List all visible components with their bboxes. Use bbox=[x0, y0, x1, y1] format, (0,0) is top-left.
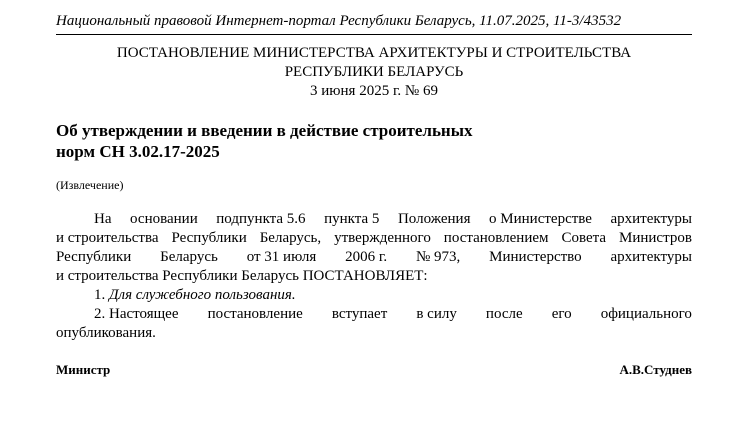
item-2-line-1: 2. Настоящее постановление вступает в силу после его официального bbox=[94, 306, 692, 322]
issuer-block bbox=[56, 44, 692, 101]
document-body bbox=[56, 210, 692, 343]
extract-note: (Извлечение) bbox=[56, 178, 124, 192]
signature-block bbox=[56, 362, 692, 378]
item-1-text: Для служебного пользования. bbox=[109, 287, 296, 303]
title-line-2: норм СН 3.02.17-2025 bbox=[56, 142, 220, 161]
paragraph-1-line-1: На основании подпункта 5.6 пункта 5 Положения о Министерстве архитектуры bbox=[94, 211, 692, 227]
issuer-line-2: РЕСПУБЛИКИ БЕЛАРУСЬ bbox=[284, 64, 464, 80]
item-1 bbox=[56, 286, 692, 305]
signatory-name: А.В.Студнев bbox=[619, 362, 692, 377]
issuer-line-1: ПОСТАНОВЛЕНИЕ МИНИСТЕРСТВА АРХИТЕКТУРЫ И СТРОИТЕЛЬСТВА bbox=[116, 45, 632, 61]
item-1-number: 1. bbox=[94, 287, 106, 303]
document-title bbox=[56, 120, 576, 162]
issuer-date-number: 3 июня 2025 г. № 69 bbox=[310, 83, 438, 99]
header-divider bbox=[56, 34, 692, 35]
paragraph-1-line-2: и строительства Республики Беларусь, утвержденного постановлением Совета Министров bbox=[56, 230, 692, 246]
signatory-position: Министр bbox=[56, 362, 111, 377]
portal-header: Национальный правовой Интернет-портал Республики Беларусь, 11.07.2025, 11-3/43532 bbox=[56, 13, 622, 29]
item-2-line-2: опубликования. bbox=[56, 325, 156, 341]
paragraph-1-line-4: и строительства Республики Беларусь ПОСТАНОВЛЯЕТ: bbox=[56, 268, 428, 284]
paragraph-1-line-3: Республики Беларусь от 31 июля 2006 г. № 973, Министерство архитектуры bbox=[56, 249, 692, 265]
title-line-1: Об утверждении и введении в действие строительных bbox=[56, 121, 473, 140]
